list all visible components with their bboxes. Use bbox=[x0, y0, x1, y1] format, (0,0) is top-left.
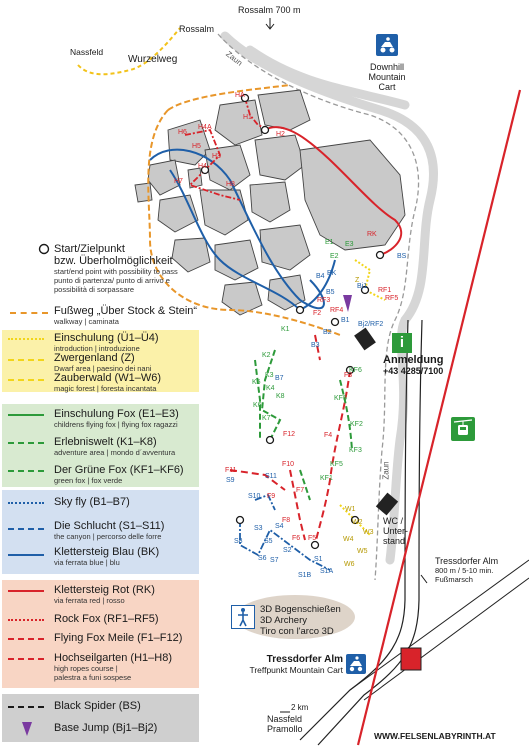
svg-text:S2: S2 bbox=[283, 547, 292, 554]
cable-car-station bbox=[401, 648, 421, 670]
svg-text:F10: F10 bbox=[282, 461, 295, 468]
tressdorfer-alm-walk-label: Tressdorfer Alm 800 m / 5-10 min. Fußmarsch bbox=[435, 556, 499, 584]
svg-text:B1: B1 bbox=[341, 317, 350, 324]
base-jump-icon bbox=[20, 720, 34, 738]
svg-text:Bj1: Bj1 bbox=[357, 283, 368, 290]
base-jump-marker bbox=[343, 295, 352, 312]
svg-text:KF6: KF6 bbox=[349, 367, 362, 374]
svg-text:F8: F8 bbox=[282, 517, 291, 524]
rossalm-700-label: Rossalm 700 m bbox=[238, 5, 301, 15]
svg-text:W3: W3 bbox=[363, 529, 374, 536]
legend-panel-green: Einschulung Fox (E1–E3) childrens flying fox | flying fox ragazzi Erlebniswelt (K1–K8) adventure area | mondo d´avventura Der Grüne Fox (KF1–KF6) green fox | fox verde bbox=[2, 404, 199, 487]
svg-text:B5: B5 bbox=[326, 289, 335, 296]
svg-text:E1: E1 bbox=[325, 239, 334, 246]
svg-text:H3: H3 bbox=[212, 153, 221, 160]
svg-text:S10: S10 bbox=[248, 493, 261, 500]
nassfeld-label: Nassfeld bbox=[70, 47, 104, 57]
svg-text:S1: S1 bbox=[314, 556, 323, 563]
svg-text:H6: H6 bbox=[178, 129, 187, 136]
svg-text:F5: F5 bbox=[308, 535, 317, 542]
rossalm-label: Rossalm bbox=[179, 24, 215, 34]
zaun-label-mid: Zaun bbox=[381, 461, 391, 480]
svg-text:S7: S7 bbox=[270, 557, 279, 564]
mountain-cart-icon bbox=[376, 34, 398, 56]
svg-text:H7: H7 bbox=[174, 178, 183, 185]
svg-text:F12: F12 bbox=[283, 431, 296, 438]
svg-text:S8: S8 bbox=[234, 538, 243, 545]
svg-text:K8: K8 bbox=[276, 393, 285, 400]
svg-text:E3: E3 bbox=[345, 241, 354, 248]
svg-text:Z: Z bbox=[355, 277, 360, 284]
svg-text:B7: B7 bbox=[275, 375, 284, 382]
svg-text:F11: F11 bbox=[225, 467, 237, 474]
svg-text:K5: K5 bbox=[252, 379, 261, 386]
svg-text:W2: W2 bbox=[352, 519, 363, 526]
distance-label: 2 km bbox=[291, 703, 309, 712]
svg-text:W6: W6 bbox=[344, 561, 355, 568]
svg-text:KF5: KF5 bbox=[334, 395, 347, 402]
zaun-label-top: Zaun bbox=[224, 49, 245, 68]
svg-text:S1A: S1A bbox=[320, 568, 334, 575]
svg-text:K2: K2 bbox=[262, 352, 271, 359]
svg-text:Bj2/RF2: Bj2/RF2 bbox=[358, 321, 384, 328]
svg-text:S5: S5 bbox=[264, 538, 273, 545]
cable-car-icon bbox=[451, 417, 475, 441]
cart-icon bbox=[346, 654, 366, 674]
legend-panel-yellow: Einschulung (Ü1–Ü4) introduction | introduzione Zwergenland (Z) Dwarf area | paesino dei nani Zauberwald (W1–W6) magic forest | foresta incantata bbox=[2, 330, 199, 392]
svg-text:BS: BS bbox=[397, 253, 407, 260]
svg-text:F6: F6 bbox=[292, 535, 301, 542]
svg-text:HA: HA bbox=[235, 92, 245, 99]
downhill-label: Downhill Mountain Cart bbox=[368, 62, 406, 92]
anmeldung-label: Anmeldung +43 4285/7100 bbox=[383, 354, 444, 376]
svg-text:W1: W1 bbox=[345, 506, 356, 513]
svg-text:W4: W4 bbox=[343, 536, 354, 543]
svg-text:S3: S3 bbox=[254, 525, 263, 532]
svg-text:H4: H4 bbox=[198, 163, 207, 170]
svg-text:B2: B2 bbox=[323, 329, 332, 336]
svg-text:W5: W5 bbox=[357, 548, 368, 555]
wc-label: WC / Unter- stand bbox=[383, 516, 409, 546]
svg-text:S1B: S1B bbox=[298, 572, 312, 579]
svg-text:F4: F4 bbox=[324, 432, 333, 439]
svg-text:KF5: KF5 bbox=[330, 461, 343, 468]
svg-text:H1: H1 bbox=[243, 114, 252, 121]
legend-panel-grey: Black Spider (BS) Base Jump (Bj1–Bj2) bbox=[2, 694, 199, 742]
svg-text:RF1: RF1 bbox=[378, 287, 392, 294]
svg-text:F7: F7 bbox=[296, 487, 305, 494]
svg-text:KF3: KF3 bbox=[349, 447, 362, 454]
svg-text:BK: BK bbox=[327, 270, 337, 277]
svg-text:K1: K1 bbox=[281, 326, 290, 333]
svg-text:F9: F9 bbox=[267, 493, 276, 500]
svg-text:F2: F2 bbox=[313, 310, 322, 317]
svg-text:KF2: KF2 bbox=[350, 421, 363, 428]
svg-text:RF3: RF3 bbox=[317, 297, 331, 304]
svg-text:E2: E2 bbox=[330, 253, 339, 260]
svg-text:H5: H5 bbox=[192, 143, 201, 150]
svg-text:K4: K4 bbox=[266, 385, 275, 392]
svg-text:H2: H2 bbox=[276, 131, 285, 138]
svg-text:RF5: RF5 bbox=[385, 295, 399, 302]
legend-start-point: Start/Zielpunkt bzw. Überholmöglichkeit start/end point with possibility to pass punto di partenza/ punto di arrivo e possibilità di sorpassare bbox=[10, 243, 196, 298]
svg-text:K7: K7 bbox=[262, 415, 271, 422]
website-label: WWW.FELSENLABYRINTH.AT bbox=[374, 731, 496, 741]
svg-text:S4: S4 bbox=[275, 523, 284, 530]
archery-icon bbox=[231, 605, 255, 629]
svg-text:H4A: H4A bbox=[198, 124, 212, 131]
svg-text:RK: RK bbox=[367, 231, 377, 238]
map-point-labels-green bbox=[252, 239, 363, 482]
svg-text:K6: K6 bbox=[253, 402, 262, 409]
svg-text:B4: B4 bbox=[316, 273, 325, 280]
info-icon: i bbox=[392, 333, 412, 353]
svg-text:S6: S6 bbox=[258, 555, 267, 562]
svg-text:K3: K3 bbox=[265, 372, 274, 379]
legend-panel-red: Klettersteig Rot (RK) via ferrata red | rosso Rock Fox (RF1–RF5) Flying Fox Meile (F1–F12) Hochseilgarten (H1–H8) high ropes course | palestra a funi sospese bbox=[2, 580, 199, 688]
start-point-icon bbox=[38, 243, 50, 255]
svg-text:F3: F3 bbox=[344, 372, 353, 379]
svg-text:KF1: KF1 bbox=[320, 475, 333, 482]
archery-label: 3D Bogenschießen 3D Archery Tiro con l'arco 3D bbox=[260, 604, 341, 637]
legend-walkway: Fußweg „Über Stock & Stein“ walkway | caminata bbox=[10, 305, 196, 329]
main-road bbox=[300, 320, 529, 745]
svg-text:S9: S9 bbox=[226, 477, 235, 484]
wurzelweg-label: Wurzelweg bbox=[128, 54, 178, 65]
legend-panel-blue: Sky fly (B1–B7) Die Schlucht (S1–S11) the canyon | percorso delle forre Klettersteig Blau (BK) via ferrata blue | blu bbox=[2, 490, 199, 574]
svg-text:S11: S11 bbox=[265, 473, 277, 480]
nassfeld-pramollo-label: Nassfeld Pramollo bbox=[267, 714, 303, 734]
treffpunkt-label: Tressdorfer Alm Treffpunkt Mountain Cart bbox=[249, 654, 343, 675]
building-anmeldung bbox=[354, 328, 376, 351]
svg-text:B3: B3 bbox=[311, 342, 320, 349]
svg-text:H8: H8 bbox=[226, 181, 235, 188]
svg-text:RF4: RF4 bbox=[330, 307, 344, 314]
